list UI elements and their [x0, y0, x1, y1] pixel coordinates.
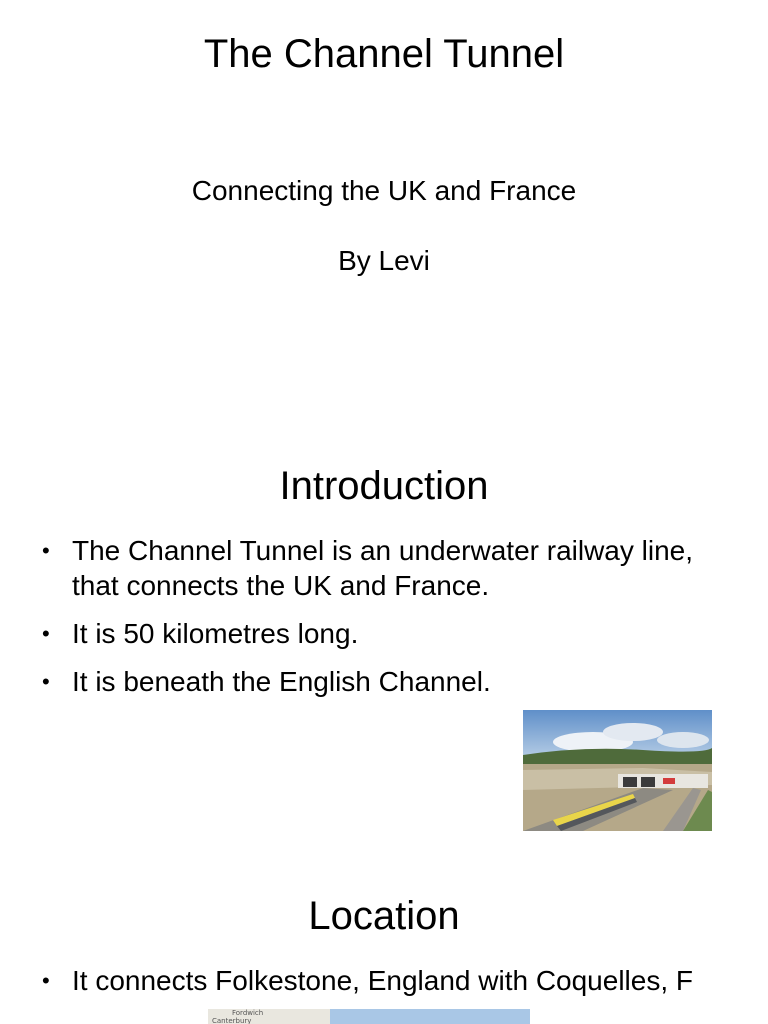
list-item [40, 616, 730, 651]
bullet-text: It is beneath the English Channel. [72, 666, 491, 697]
bullet-icon: • [42, 968, 50, 993]
list-item [40, 533, 730, 603]
bullet-text: It is 50 kilometres long. [72, 618, 359, 649]
page-subtitle: Connecting the UK and France [191, 175, 577, 206]
bullet-text: It connects Folkestone, England with Coquelles, F [72, 965, 694, 996]
list-item [40, 664, 730, 699]
location-map [208, 1009, 530, 1024]
map-label: Canterbury [212, 1017, 252, 1024]
sea-area [330, 1009, 530, 1024]
location-heading: Location [308, 894, 460, 938]
bullet-icon: • [42, 669, 50, 694]
page-title: The Channel Tunnel [203, 32, 565, 76]
introduction-heading: Introduction [279, 464, 489, 508]
bullet-text: The Channel Tunnel is an underwater railway line, that connects the UK and France. [72, 535, 694, 601]
bullet-icon: • [42, 621, 50, 646]
location-bullet-list [40, 963, 730, 1011]
list-item [40, 963, 730, 998]
bullet-icon: • [42, 538, 50, 563]
introduction-bullet-list [40, 533, 730, 712]
tunnel-entrance-photo [523, 710, 712, 831]
map-label: Fordwich [232, 1009, 264, 1017]
author-line: By Levi [338, 245, 430, 276]
